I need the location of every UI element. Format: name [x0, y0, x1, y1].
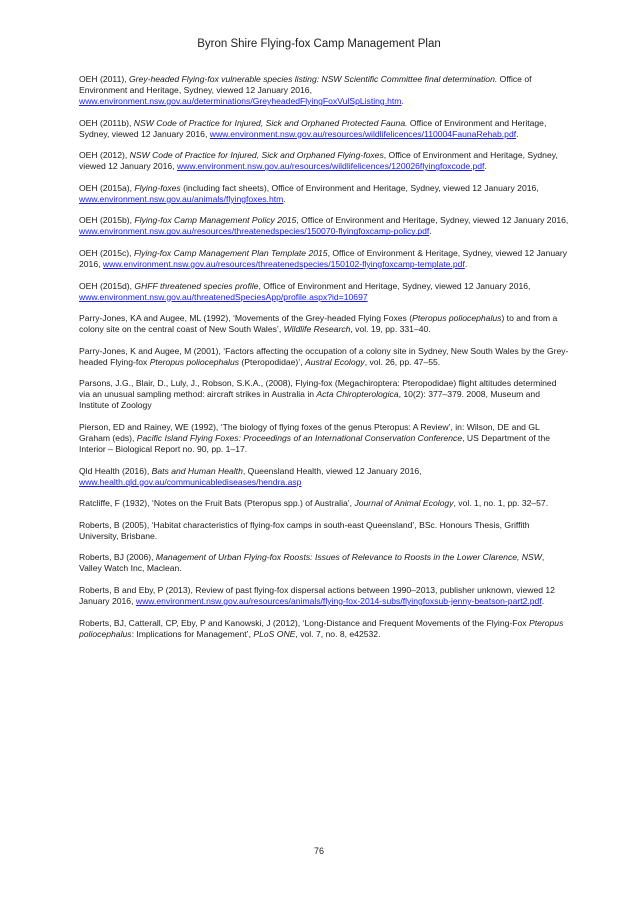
- reference-text: , Queensland Health, viewed 12 January 2016,: [242, 465, 422, 476]
- reference-text: Roberts, BJ, Catterall, CP, Eby, P and Kanowski, J (2012), ‘Long-Distance and Frequent Movements of the Flying-Fox: [79, 617, 529, 628]
- reference-entry: [79, 248, 569, 270]
- reference-link[interactable]: www.environment.nsw.gov.au/determinations/GreyheadedFlyingFoxVulSpListing.htm: [79, 96, 402, 106]
- reference-entry: [79, 313, 569, 335]
- reference-text: .: [484, 161, 487, 172]
- reference-text: , vol. 7, no. 8, e42532.: [295, 628, 381, 639]
- reference-text: OEH (2012),: [79, 150, 130, 161]
- reference-text: OEH (2011b),: [79, 117, 134, 128]
- reference-title: PLoS ONE: [253, 628, 296, 639]
- reference-text: Pierson, ED and Rainey, WE (1992), ‘The biology of flying foxes of the genus Pteropus: A Review’, in: Wilson, DE and GL Graham (eds),: [79, 421, 540, 443]
- reference-title: Journal of Animal Ecology: [354, 498, 454, 509]
- reference-text: , vol. 19, pp. 331–40.: [350, 324, 431, 335]
- page-number: 76: [313, 846, 324, 856]
- reference-text: .: [464, 258, 468, 269]
- reference-title: Management of Urban Flying-fox Roosts: Issues of Relevance to Roosts in the Lower Clarence, NSW: [155, 552, 542, 563]
- reference-entry: [79, 422, 569, 455]
- reference-entry: [79, 466, 569, 488]
- reference-text: .: [401, 96, 404, 106]
- reference-link[interactable]: www.environment.nsw.gov.au/resources/wildlifelicences/110004FaunaRehab.pdf: [209, 128, 517, 139]
- reference-entry: [79, 118, 569, 140]
- reference-text: Office of Environment and Heritage, Sydney, viewed 12 January 2016,: [79, 74, 532, 95]
- reference-text: Roberts, B (2005), ‘Habitat characteristics of flying-fox camps in south-east Queensland’, BSc. Honours Thesis, Griffith University, Brisbane.: [79, 519, 530, 541]
- reference-text: , Office of Environment and Heritage, Sydney, viewed 12 January 2016,: [79, 150, 558, 172]
- reference-text: , Office of Environment & Heritage, Sydney, viewed 12 January 2016,: [79, 247, 568, 269]
- reference-title: NSW Code of Practice for Injured, Sick and Orphaned Protected Fauna.: [133, 117, 408, 128]
- reference-text: Qld Health (2016),: [79, 465, 152, 476]
- reference-title: Pteropus poliocephalus: [412, 313, 502, 324]
- reference-title: Bats and Human Health: [151, 465, 243, 476]
- reference-text: Parry-Jones, K and Augee, M (2001), ‘Factors affecting the occupation of a colony site in Sydney, New South Wales by the Grey-headed Flying-fox: [79, 345, 569, 367]
- reference-link[interactable]: www.environment.nsw.gov.au/resources/animals/flying-fox-2014-subs/flyingfoxsub-jenny-beatson-part2.pdf: [135, 595, 542, 606]
- reference-entry: [79, 281, 569, 303]
- reference-text: Office of Environment and Heritage, Sydney, viewed 12 January 2016,: [79, 117, 547, 139]
- reference-text: OEH (2015d),: [79, 280, 135, 291]
- reference-entry: [79, 585, 569, 607]
- reference-text: (Pteropodidae)’,: [239, 356, 305, 367]
- reference-entry: [79, 215, 569, 237]
- reference-link[interactable]: www.health.qld.gov.au/communicablediseases/hendra.asp: [79, 476, 302, 487]
- reference-text: , US Department of the Interior – Biological Report no. 90, pp. 1–17.: [79, 432, 550, 454]
- reference-link[interactable]: www.environment.nsw.gov.au/resources/threatenedspecies/150070-flyingfoxcamp-policy.pdf: [79, 226, 430, 237]
- reference-title: Flying-fox Camp Management Plan Template 2015: [133, 247, 328, 258]
- running-header: Byron Shire Flying-fox Camp Management Plan: [197, 38, 441, 50]
- reference-title: NSW Code of Practice for Injured, Sick and Orphaned Flying-foxes: [129, 150, 384, 161]
- reference-entry: [79, 618, 569, 640]
- reference-text: .: [283, 193, 286, 204]
- reference-text: OEH (2011),: [79, 74, 129, 84]
- reference-text: , vol. 1, no. 1, pp. 32–57.: [453, 498, 549, 509]
- reference-title: Acta Chiropterologica: [316, 389, 399, 400]
- reference-entry: [79, 552, 569, 574]
- reference-text: OEH (2015a),: [79, 182, 135, 193]
- reference-title: Pacific Island Flying Foxes: Proceedings of an International Conservation Conference: [136, 432, 463, 443]
- reference-text: , 10(2): 377–379. 2008, Museum and Institute of Zoology: [79, 389, 540, 411]
- reference-text: , Office of Environment and Heritage, Sydney, viewed 12 January 2016,: [258, 280, 531, 291]
- reference-link[interactable]: www.environment.nsw.gov.au/resources/wildlifelicences/120026flyingfoxcode.pdf: [176, 161, 485, 172]
- reference-text: OEH (2015b),: [79, 215, 135, 226]
- reference-title: Grey-headed Flying-fox vulnerable species listing: NSW Scientific Committee final determination.: [129, 74, 498, 84]
- reference-title: GHFF threatened species profile: [134, 280, 259, 291]
- reference-text: Roberts, B and Eby, P (2013), Review of past flying-fox dispersal actions between 1990–2013, publisher unknown, viewed 12 January 2016,: [79, 584, 555, 606]
- reference-entry: [79, 74, 569, 107]
- reference-entry: [79, 346, 569, 368]
- reference-entry: [79, 520, 569, 542]
- reference-text: : Implications for Management’,: [131, 628, 254, 639]
- reference-text: (including fact sheets), Office of Environment and Heritage, Sydney, viewed 12 January 2016,: [180, 182, 539, 193]
- reference-list: [79, 74, 569, 650]
- reference-title: Flying-foxes: [134, 182, 181, 193]
- reference-text: , Office of Environment and Heritage, Sydney, viewed 12 January 2016,: [296, 215, 569, 226]
- reference-link[interactable]: www.environment.nsw.gov.au/threatenedSpeciesApp/profile.aspx?id=10697: [79, 291, 368, 302]
- reference-title: Austral Ecology: [304, 356, 365, 367]
- reference-text: Parry-Jones, KA and Augee, ML (1992), ‘Movements of the Grey-headed Flying Foxes (: [79, 313, 413, 324]
- reference-text: .: [429, 226, 432, 237]
- reference-title: Pteropus poliocephalus: [79, 617, 564, 639]
- reference-entry: [79, 150, 569, 172]
- reference-entry: [79, 378, 569, 411]
- reference-text: .: [516, 128, 519, 139]
- reference-title: Flying-fox Camp Management Policy 2015: [134, 215, 297, 226]
- reference-link[interactable]: www.environment.nsw.gov.au/resources/threatenedspecies/150102-flyingfoxcamp-template.pdf: [102, 258, 465, 269]
- reference-text: Parsons, J.G., Blair, D., Luly, J., Robson, S.K.A., (2008), Flying-fox (Megachiroptera: Pteropodidae) flight altitudes determined via an unusual sampling method: aircraft strikes in Australia in: [79, 378, 557, 400]
- reference-text: OEH (2015c),: [79, 247, 134, 258]
- reference-text: .: [541, 595, 545, 606]
- reference-text: , vol. 26, pp. 47–55.: [364, 356, 441, 367]
- reference-title: Pteropus poliocephalus: [149, 356, 240, 367]
- reference-link[interactable]: www.environment.nsw.gov.au/animals/flyingfoxes.htm: [79, 193, 284, 204]
- reference-text: Roberts, BJ (2006),: [79, 552, 156, 563]
- reference-text: Ratcliffe, F (1932), ‘Notes on the Fruit Bats (Pteropus spp.) of Australia’,: [79, 498, 355, 509]
- reference-text: , Valley Watch Inc, Maclean.: [79, 552, 545, 574]
- reference-title: Wildlife Research: [283, 324, 351, 335]
- reference-text: ) to and from a colony site on the central coast of New South Wales’,: [79, 313, 558, 335]
- reference-entry: [79, 498, 569, 509]
- reference-entry: [79, 183, 569, 205]
